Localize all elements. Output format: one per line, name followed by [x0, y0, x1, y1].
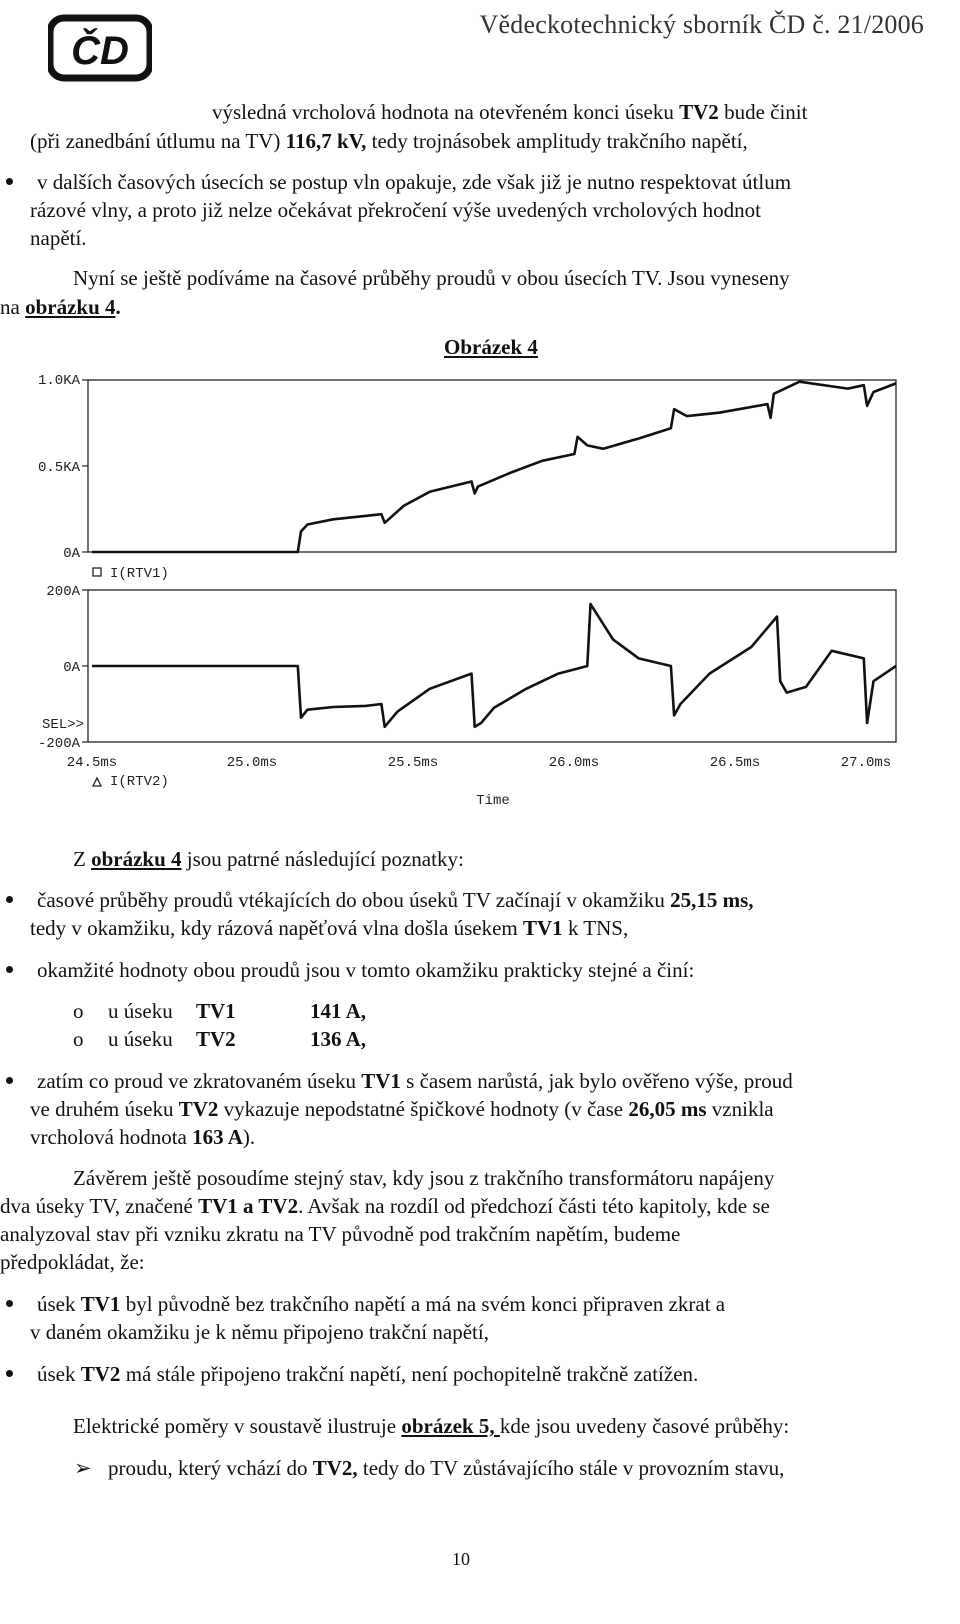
sub1-name: TV1 — [196, 999, 236, 1023]
x-tick-label: 25.5ms — [387, 755, 439, 771]
sub2-name: TV2 — [196, 1027, 236, 1051]
note-b3-l3: vrcholová hodnota 163 A). — [30, 1125, 256, 1149]
sub1-label: u úseku — [108, 999, 173, 1023]
sub1-value: 141 A, — [310, 999, 367, 1023]
cd-logo-icon — [48, 14, 152, 82]
intro-para-l2: na obrázku 4. — [0, 295, 121, 319]
figure-reference: obrázku 4 — [91, 847, 182, 871]
arrow-bullet-icon: ➢ — [74, 1456, 92, 1480]
tick-label: 200A — [46, 584, 80, 600]
tick-label: 0A — [63, 660, 80, 676]
series-line-i-rtv2- — [92, 604, 896, 727]
bullet — [6, 1370, 13, 1377]
sub2-label: u úseku — [108, 1027, 173, 1051]
bullet — [6, 966, 13, 973]
intro-bullet-l2: rázové vlny, a proto již nelze očekávat překročení výše uvedených vrcholových hodnot — [30, 198, 762, 222]
intro-bullet-l1: v dalších časových úsecích se postup vln opakuje, zde však již je nutno respektovat útlum — [37, 170, 792, 194]
conclusion-p2: Elektrické poměry v soustavě ilustruje obrázek 5, kde jsou uvedeny časové průběhy: — [73, 1414, 790, 1438]
figure-4 — [0, 360, 960, 820]
top-plot-frame — [88, 380, 896, 552]
bullet — [6, 178, 13, 185]
logo — [48, 14, 152, 82]
sub-marker: o — [73, 1027, 84, 1051]
tick-label: 1.0KA — [37, 373, 80, 389]
figure-reference: obrázku 4 — [25, 295, 116, 319]
conclusion-b5: úsek TV2 má stále připojeno trakční napětí, není pochopitelně trakčně zatížen. — [37, 1362, 699, 1386]
legend-top: I(RTV1) — [110, 566, 169, 582]
bullet — [6, 896, 13, 903]
figure-4-plot — [0, 360, 960, 820]
intro-bullet-l3: napětí. — [30, 226, 87, 250]
conclusion-arrow-item: proudu, který vchází do TV2, tedy do TV zůstávajícího stále v provozním stavu, — [108, 1456, 785, 1480]
intro-line-1: výsledná vrcholová hodnota na otevřeném konci úseku TV2 bude činit — [212, 100, 808, 124]
note-b3-l2: ve druhém úseku TV2 vykazuje nepodstatné špičkové hodnoty (v čase 26,05 ms vznikla — [30, 1097, 774, 1121]
conclusion-b4-l1: úsek TV1 byl původně bez trakčního napětí a má na svém konci připraven zkrat a — [37, 1292, 726, 1316]
conclusion-l1: Závěrem ještě posoudíme stejný stav, kdy jsou z trakčního transformátoru napájeny — [73, 1166, 775, 1190]
note-b1-l1: časové průběhy proudů vtékajících do obou úseků TV začínají v okamžiku 25,15 ms, — [37, 888, 754, 912]
tick-label: 0.5KA — [37, 460, 80, 476]
bullet — [6, 1077, 13, 1084]
conclusion-l3: analyzoval stav při vzniku zkratu na TV původně pod trakčním napětím, budeme — [0, 1222, 681, 1246]
square-marker-icon — [93, 568, 101, 576]
note-b3-l1: zatím co proud ve zkratovaném úseku TV1 s časem narůstá, jak bylo ověřeno výše, proud — [37, 1069, 793, 1093]
page-number: 10 — [452, 1549, 470, 1569]
notes-intro: Z obrázku 4 jsou patrné následující poznatky: — [73, 847, 464, 871]
series-line-i-rtv1- — [92, 382, 896, 552]
conclusion-l4: předpokládat, že: — [0, 1250, 145, 1274]
tick-label: 0A — [63, 546, 80, 562]
tick-label: SEL>> — [41, 717, 84, 733]
svg-text:ČD: ČD — [71, 29, 129, 73]
intro-line-2: (při zanedbání útlumu na TV) 116,7 kV, tedy trojnásobek amplitudy trakčního napětí, — [30, 129, 748, 153]
conclusion-l2: dva úseky TV, značené TV1 a TV2. Avšak na rozdíl od předchozí části této kapitoly, kde se — [0, 1194, 770, 1218]
sub2-value: 136 A, — [310, 1027, 367, 1051]
figure-caption: Obrázek 4 — [444, 335, 538, 359]
x-tick-label: 25.0ms — [226, 755, 278, 771]
running-title: Vědeckotechnický sborník ČD č. 21/2006 — [479, 10, 924, 39]
x-axis-label: Time — [476, 793, 510, 809]
figure-reference: obrázek 5, — [401, 1414, 500, 1438]
note-b2: okamžité hodnoty obou proudů jsou v tomto okamžiku prakticky stejné a činí: — [37, 958, 695, 982]
note-b1-l2: tedy v okamžiku, kdy rázová napěťová vlna došla úsekem TV1 k TNS, — [30, 916, 629, 940]
legend-bottom: I(RTV2) — [110, 774, 169, 790]
tick-label: -200A — [37, 736, 80, 752]
x-tick-label: 24.5ms — [66, 755, 118, 771]
x-tick-label: 26.0ms — [548, 755, 600, 771]
conclusion-b4-l2: v daném okamžiku je k němu připojeno trakční napětí, — [30, 1320, 489, 1344]
triangle-marker-icon — [93, 778, 101, 786]
x-tick-label: 26.5ms — [709, 755, 761, 771]
bullet — [6, 1300, 13, 1307]
x-tick-label: 27.0ms — [840, 755, 892, 771]
sub-marker: o — [73, 999, 84, 1023]
intro-para-l1: Nyní se ještě podíváme na časové průběhy proudů v obou úsecích TV. Jsou vyneseny — [73, 266, 790, 290]
